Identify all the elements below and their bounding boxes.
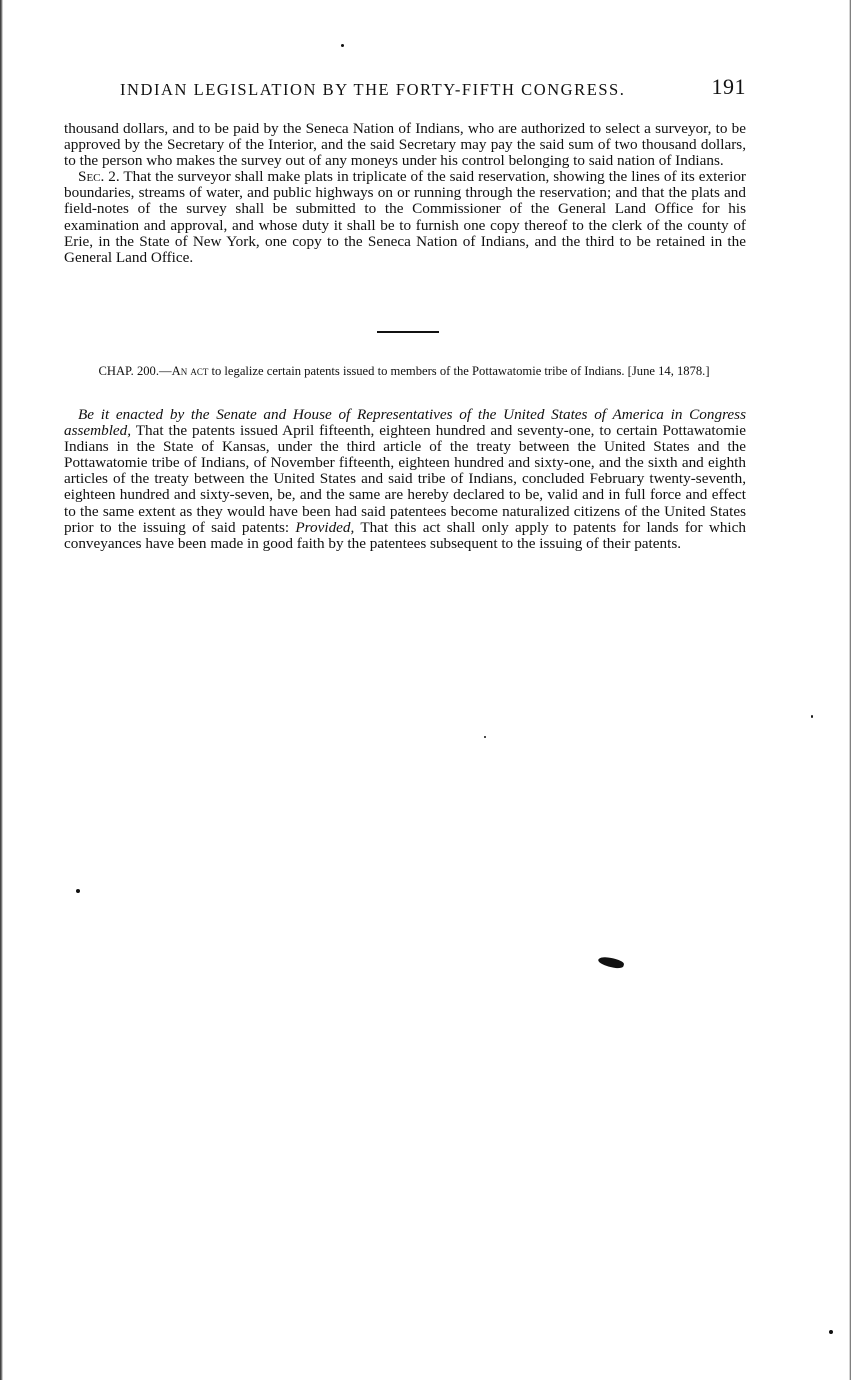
chapter-date: [June 14, 1878.]	[627, 364, 710, 378]
ink-speck	[829, 1330, 833, 1334]
paragraph-section-2	[64, 169, 746, 266]
chapter-number: CHAP. 200.—	[98, 364, 172, 378]
scan-shadow-left	[0, 0, 3, 1380]
ink-speck	[811, 715, 813, 718]
ink-speck	[76, 889, 80, 893]
header-title: INDIAN LEGISLATION BY THE FORTY-FIFTH CONGRESS.	[120, 80, 626, 99]
chapter-title: to legalize certain patents issued to members of the Pottawatomie tribe of Indians.	[208, 364, 625, 378]
pottawatomie-act-body	[64, 407, 746, 552]
act-label: An act	[171, 364, 209, 378]
ink-speck	[484, 736, 486, 738]
seneca-act-continuation	[64, 121, 746, 266]
running-header	[64, 74, 746, 102]
enacting-clause: Be it enacted by the Senate and House of Representatives of the United States of America in Congress assembled,	[64, 406, 746, 440]
ink-blot	[597, 955, 624, 970]
section-2-text: That the surveyor shall make plats in triplicate of the said reservation, showing the lines of its exterior boundaries, streams of water, and public highways on or running through the reservation; and that the plats and field-notes of the survey shall be submitted to the Commissioner of the General Land Office for his examination and approval, and whose duty it shall be to furnish one copy thereof to the clerk of the county of Erie, in the State of New York, one copy to the Seneca Nation of Indians, and the third to be retained in the General Land Office.	[64, 168, 746, 266]
proviso-text: That this act shall only apply to patents for lands for which conveyances have been made in good faith by the patentees subsequent to the issuing of their patents.	[64, 518, 746, 552]
section-divider	[377, 331, 439, 333]
section-label: Sec. 2.	[78, 168, 120, 186]
chapter-heading	[62, 365, 746, 379]
page-number: 191	[711, 74, 746, 99]
ink-speck	[341, 44, 344, 47]
paragraph-enactment	[64, 407, 746, 552]
paragraph-survey-payment: thousand dollars, and to be paid by the Seneca Nation of Indians, who are authorized to select a surveyor, to be approved by the Secretary of the Interior, and the said Secretary may pay the said sum of two thousand dollars, to the person who makes the survey out of any moneys under his control belonging to said nation of Indians.	[64, 120, 746, 170]
proviso-word: Provided,	[295, 518, 355, 536]
enactment-text: That the patents issued April fifteenth, eighteen hundred and seventy-one, to certain Pottawatomie Indians in the State of Kansas, under the third article of the treaty between the United States and the Pottawatomie tribe of Indians, of November fifteenth, eighteen hundred and sixty-one, and the sixth and eighth articles of the treaty between the United States and said tribe of Indians, concluded February twenty-seventh, eighteen hundred and sixty-seven, be, and the same are hereby declared to be, valid and in full force and effect to the same extent as they would have been had said patentees become naturalized citizens of the United States prior to the issuing of said patents:	[64, 422, 746, 536]
